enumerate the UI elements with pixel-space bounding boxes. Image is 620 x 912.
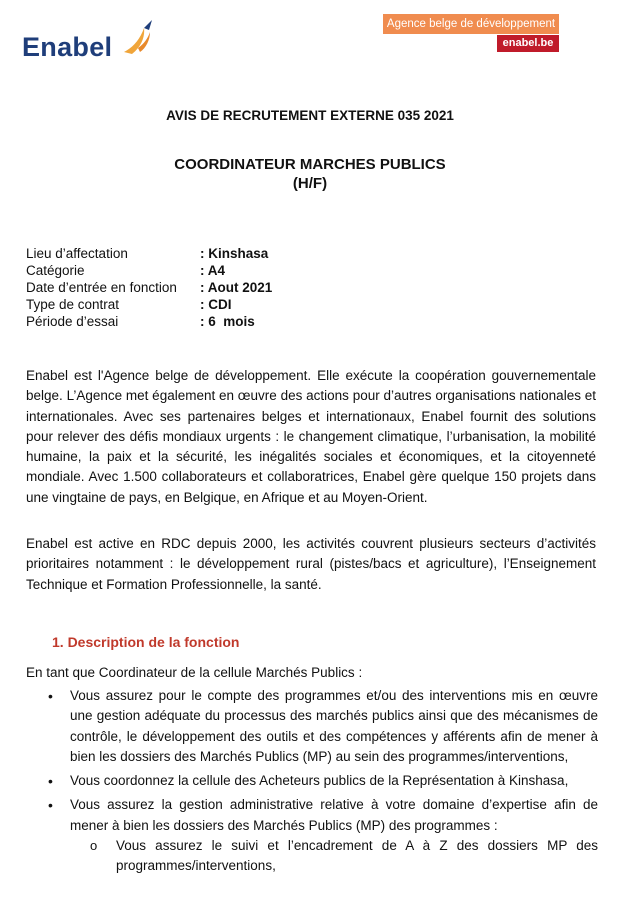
agency-badge: Agence belge de développement	[383, 14, 559, 34]
enabel-logo	[22, 18, 162, 68]
job-title	[0, 155, 620, 193]
info-label: Lieu d’affectation	[26, 246, 128, 261]
bird-logo-icon	[118, 18, 158, 62]
info-value: : A4	[200, 263, 226, 278]
section-intro: En tant que Coordinateur de la cellule Marchés Publics :	[26, 665, 363, 680]
info-value: : CDI	[200, 297, 232, 312]
info-value: : Aout 2021	[200, 280, 273, 295]
website-badge: enabel.be	[497, 35, 559, 52]
sub-list-item: o Vous assurez le suivi et l’encadrement de A à Z des dossiers MP des programmes/interventions,	[70, 836, 598, 877]
info-label: Période d’essai	[26, 314, 119, 329]
intro-paragraph: Enabel est l'Agence belge de développement. Elle exécute la coopération gouvernementale belge. L’Agence met également en œuvre des actions pour d’autres organisations nationales et internationales. Avec ses partenaires belges et internationaux, Enabel fournit des solutions pour relever des défis mondiaux urgents : le changement climatique, l’urbanisation, la mobilité humaine, la paix et la sécurité, les inégalités sociales et économiques, et la citoyenneté mondiale. Avec 1.500 collaborateurs et collaboratrices, Enabel gère quelque 150 projets dans une vingtaine de pays, en Belgique, en Afrique et au Moyen-Orient.	[26, 368, 596, 505]
info-row-category	[26, 262, 272, 279]
list-item: • Vous coordonnez la cellule des Acheteurs publics de la Représentation à Kinshasa,	[26, 771, 598, 791]
sub-list	[70, 836, 598, 877]
info-row-trial-period	[26, 313, 272, 330]
info-label: Catégorie	[26, 263, 85, 278]
job-title-line-1: COORDINATEUR MARCHES PUBLICS	[174, 156, 446, 173]
info-value: : Kinshasa	[200, 246, 269, 261]
notice-title: AVIS DE RECRUTEMENT EXTERNE 035 2021	[166, 108, 454, 123]
job-title-line-2: (H/F)	[292, 175, 328, 192]
list-item-text: Vous assurez la gestion administrative relative à votre domaine d’expertise afin de mener à bien les dossiers des Marchés Publics (MP) des programmes :	[70, 797, 598, 833]
section-heading: 1. Description de la fonction	[52, 634, 240, 650]
info-label: Date d’entrée en fonction	[26, 280, 177, 295]
info-value: : 6 mois	[200, 314, 255, 329]
list-item	[26, 795, 598, 876]
info-row-contract-type	[26, 296, 272, 313]
list-item: • Vous assurez pour le compte des programmes et/ou des interventions mis en œuvre une gestion adéquate du processus des marchés publics ainsi que des mécanismes de contrôle, le développement des outils et des compétences y afférents afin de mener à bien les dossiers des Marchés Publics (MP) au sein des programmes/interventions,	[26, 686, 598, 767]
responsibility-list	[26, 686, 598, 881]
job-info-table	[26, 245, 272, 330]
logo-wordmark: Enabel	[22, 32, 113, 62]
info-row-start-date	[26, 279, 272, 296]
rdc-paragraph: Enabel est active en RDC depuis 2000, les activités couvrent plusieurs secteurs d’activités prioritaires notamment : le développement rural (pistes/bacs et agriculture), l’Enseignement Technique et Formation Professionnelle, la santé.	[26, 536, 596, 592]
info-row-location	[26, 245, 272, 262]
info-label: Type de contrat	[26, 297, 120, 312]
